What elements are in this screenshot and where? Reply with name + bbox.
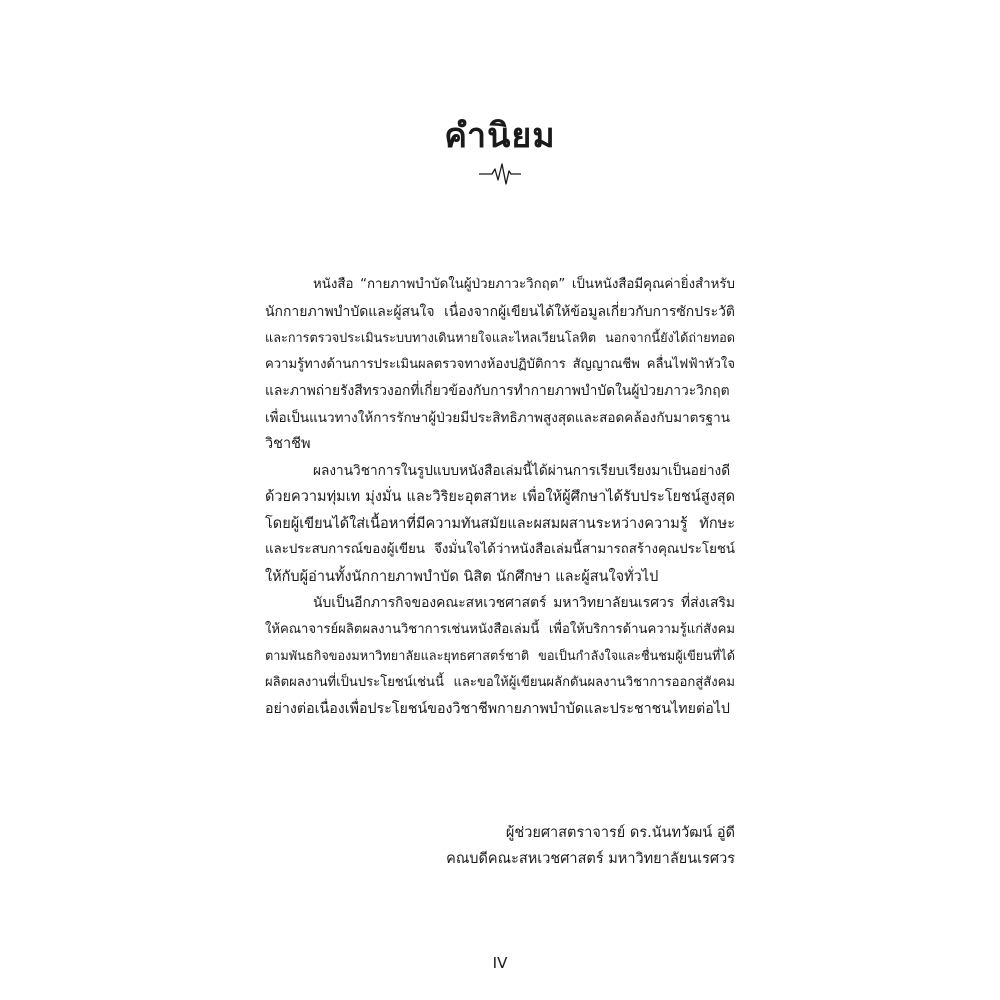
paragraph-line: อย่างต่อเนื่องเพื่อประโยชน์ของวิชาชีพกายภาพบำบัดและประชาชนไทยต่อไป bbox=[265, 701, 730, 717]
paragraph-line: นับเป็นอีกภารกิจของคณะสหเวชศาสตร์ มหาวิทยาลัยนเรศวร ที่ส่งเสริม bbox=[313, 595, 735, 611]
signature-block bbox=[265, 820, 735, 872]
paragraph-line: วิชาชีพ bbox=[265, 436, 311, 452]
paragraph-line: และภาพถ่ายรังสีทรวงอกที่เกี่ยวข้องกับการทำกายภาพบำบัดในผู้ป่วยภาวะวิกฤต bbox=[265, 383, 730, 399]
signatory-position: คณบดีคณะสหเวชศาสตร์ มหาวิทยาลัยนเรศวร bbox=[446, 851, 735, 867]
paragraph-line: ความรู้ทางด้านการประเมินผลตรวจทางห้องปฏิบัติการ สัญญาณชีพ คลื่นไฟฟ้าหัวใจ bbox=[265, 356, 735, 372]
paragraph-line: ผลิตผลงานที่เป็นประโยชน์เช่นนี้ และขอให้ผู้เขียนผลักดันผลงานวิชาการออกสู่สังคม bbox=[265, 674, 735, 690]
paragraph-line: ให้กับผู้อ่านทั้งนักกายภาพบำบัด นิสิต นักศึกษา และผู้สนใจทั่วไป bbox=[265, 568, 659, 585]
paragraph-line: นักกายภาพบำบัดและผู้สนใจ เนื่องจากผู้เขียนได้ให้ข้อมูลเกี่ยวกับการซักประวัติ bbox=[265, 303, 735, 320]
paragraph-line: ด้วยความทุ่มเท มุ่งมั่น และวิริยะอุตสาหะ เพื่อให้ผู้ศึกษาได้รับประโยชน์สูงสุด bbox=[265, 489, 735, 505]
paragraph-line: และการตรวจประเมินระบบทางเดินหายใจและไหลเวียนโลหิต นอกจากนี้ยังได้ถ่ายทอด bbox=[265, 330, 735, 345]
signatory-name: ผู้ช่วยศาสตราจารย์ ดร.นันทวัฒน์ อู่ดี bbox=[505, 825, 735, 841]
heartbeat-line-icon bbox=[479, 163, 521, 185]
paragraph-line: และประสบการณ์ของผู้เขียน จึงมั่นใจได้ว่าหนังสือเล่มนี้สามารถสร้างคุณประโยชน์ bbox=[265, 542, 735, 557]
paragraph-line: ตามพันธกิจของมหาวิทยาลัยและยุทธศาสตร์ชาติ ขอเป็นกำลังใจและชื่นชมผู้เขียนที่ได้ bbox=[265, 648, 735, 663]
paragraph-line: ผลงานวิชาการในรูปแบบหนังสือเล่มนี้ได้ผ่านการเรียบเรียงมาเป็นอย่างดี bbox=[313, 462, 731, 479]
paragraph-line: โดยผู้เขียนได้ใส่เนื้อหาที่มีความทันสมัยและผสมผสานระหว่างความรู้ ทักษะ bbox=[265, 515, 735, 532]
foreword-body bbox=[265, 272, 735, 723]
page-title: คำนิยม bbox=[444, 116, 556, 156]
paragraph-line: ให้คณาจารย์ผลิตผลงานวิชาการเช่นหนังสือเล่มนี้ เพื่อให้บริการด้านความรู้แก่สังคม bbox=[265, 621, 735, 637]
paragraph-line: เพื่อเป็นแนวทางให้การรักษาผู้ป่วยมีประสิทธิภาพสูงสุดและสอดคล้องกับมาตรฐาน bbox=[265, 409, 730, 426]
page-number: IV bbox=[492, 954, 508, 972]
paragraph-line: หนังสือ “กายภาพบำบัดในผู้ป่วยภาวะวิกฤต” เป็นหนังสือมีคุณค่ายิ่งสำหรับ bbox=[313, 277, 735, 292]
